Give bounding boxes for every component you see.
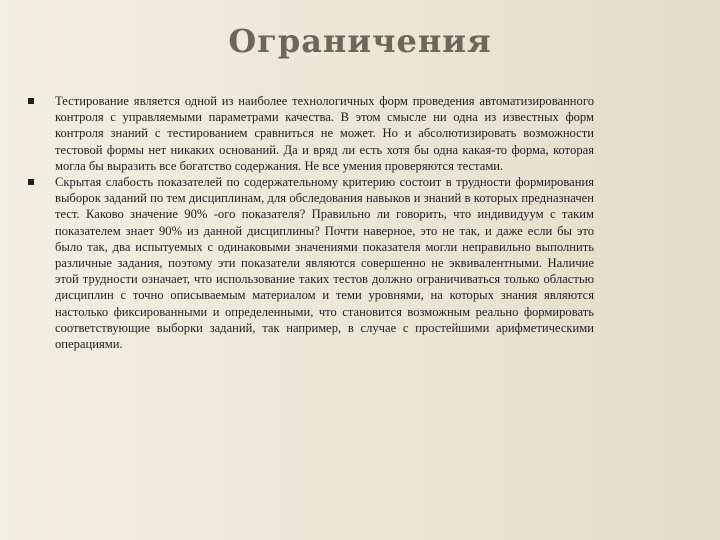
bullet-item bbox=[28, 93, 594, 174]
bullet-text: Скрытая слабость показателей по содержательному критерию состоит в трудности формирования выборок заданий по тем дисциплинам, для обследования навыков и знаний в которых предназначен тест. Каково значение 90% -ого показателя? Правильно ли говорить, что индивидуум с таким показателем знает 90% из данной дисциплины? Почти наверное, это не так, и даже если бы это было так, два испытуемых с одинаковыми значениями показателя могли неправильно выполнить различные задания, поэтому эти показатели являются совершенно не эквивалентными. Наличие этой трудности означает, что использование таких тестов должно ограничиваться только областью дисциплин с точно описываемым материалом и теми уровнями, на которых знания являются настолько фиксированными и определенными, что становится возможным реально формировать соответствующие выборки заданий, так например, в случае с простейшими арифметическими операциями. bbox=[55, 175, 594, 352]
slide-title: Ограничения bbox=[228, 22, 492, 60]
square-bullet-icon bbox=[28, 179, 34, 185]
bullet-item bbox=[28, 174, 594, 352]
bullet-list bbox=[28, 93, 594, 352]
bullet-text: Тестирование является одной из наиболее технологичных форм проведения автоматизированного контроля с управляемыми параметрами качества. В этом смысле ни одна из известных форм контроля знаний с тестированием сравниться не может. Но и абсолютизировать возможности тестовой формы нет никаких оснований. Да и вряд ли есть хотя бы одна какая-то форма, которая могла бы выразить все богатство содержания. Не все умения проверяются тестами. bbox=[55, 94, 594, 173]
square-bullet-icon bbox=[28, 98, 34, 104]
